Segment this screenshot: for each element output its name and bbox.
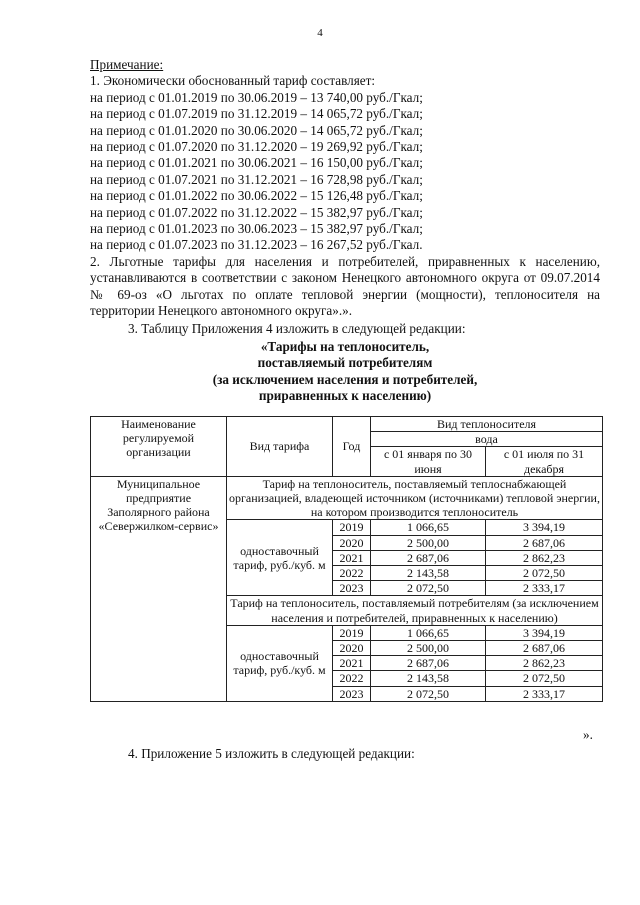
header-tariff-kind: Вид тарифа (227, 417, 333, 477)
year-cell: 2019 (333, 520, 371, 535)
header-org: Наименование регулируемой организации (91, 417, 227, 477)
tariff-period-line: на период с 01.07.2021 по 31.12.2021 – 16 728,98 руб./Гкал; (90, 171, 423, 187)
header-period-2: с 01 июля по 31 декабря (486, 447, 603, 476)
year-cell: 2023 (333, 581, 371, 596)
value-cell: 2 072,50 (371, 581, 486, 596)
tariff-period-line: на период с 01.07.2020 по 31.12.2020 – 19 269,92 руб./Гкал; (90, 139, 423, 155)
value-cell: 2 687,06 (486, 641, 603, 656)
note-item1-intro: 1. Экономически обоснованный тариф составляет: (90, 73, 376, 89)
tariff-period-line: на период с 01.01.2023 по 30.06.2023 – 15 382,97 руб./Гкал; (90, 221, 423, 237)
year-cell: 2019 (333, 625, 371, 640)
value-cell: 2 687,06 (486, 535, 603, 550)
value-cell: 3 394,19 (486, 625, 603, 640)
value-cell: 2 072,50 (486, 566, 603, 581)
year-cell: 2022 (333, 566, 371, 581)
value-cell: 2 687,06 (371, 550, 486, 565)
tariff-period-line: на период с 01.07.2022 по 31.12.2022 – 15 382,97 руб./Гкал; (90, 204, 423, 220)
section-caption: Тариф на теплоноситель, поставляемый теплоснабжающей организацией, владеющей источником (источниками) тепловой энергии, на котором производится теплоноситель (227, 476, 603, 520)
section-caption-row (91, 476, 603, 520)
note-item2: 2. Льготные тарифы для населения и потребителей, приравненных к населению, устанавливаются в соответствии с законом Ненецкого автономного округа от 09.07.2014 № 69-оз «О льготах по оплате тепловой энергии (мощности), теплоносителя на территории Ненецкого автономного округа».». (90, 253, 600, 319)
table-title-line: (за исключением населения и потребителей, (212, 371, 478, 387)
value-cell: 3 394,19 (486, 520, 603, 535)
item4-instruction: 4. Приложение 5 изложить в следующей редакции: (128, 746, 415, 761)
item3-instruction: 3. Таблицу Приложения 4 изложить в следующей редакции: (128, 320, 466, 336)
value-cell: 2 143,58 (371, 566, 486, 581)
header-carrier: вода (371, 432, 603, 447)
table-title-line: «Тарифы на теплоноситель, (260, 338, 430, 354)
value-cell: 2 333,17 (486, 686, 603, 701)
org-name-cell: Муниципальное предприятие Заполярного района «Севержилком-сервис» (91, 476, 227, 701)
year-cell: 2022 (333, 671, 371, 686)
table-title-line: поставляемый потребителям (257, 355, 433, 371)
note-block (90, 57, 600, 405)
year-cell: 2020 (333, 641, 371, 656)
tariff-period-line: на период с 01.01.2020 по 30.06.2020 – 14 065,72 руб./Гкал; (90, 122, 423, 138)
page-number: 4 (317, 27, 323, 39)
closing-quote-mark: ». (583, 727, 593, 742)
value-cell: 2 862,23 (486, 656, 603, 671)
header-period-1: с 01 января по 30 июня (371, 447, 486, 476)
value-cell: 2 687,06 (371, 656, 486, 671)
year-cell: 2021 (333, 656, 371, 671)
note-heading: Примечание: (90, 57, 164, 72)
tariff-period-line: на период с 01.01.2019 по 30.06.2019 – 13 740,00 руб./Гкал; (90, 89, 423, 105)
value-cell: 2 862,23 (486, 550, 603, 565)
value-cell: 2 333,17 (486, 581, 603, 596)
year-cell: 2023 (333, 686, 371, 701)
table-header-row (91, 417, 603, 432)
year-cell: 2020 (333, 535, 371, 550)
tariff-name-cell: одноставочный тариф, руб./куб. м (227, 625, 333, 701)
value-cell: 2 072,50 (371, 686, 486, 701)
tariff-name-cell: одноставочный тариф, руб./куб. м (227, 520, 333, 596)
value-cell: 1 066,65 (371, 625, 486, 640)
year-cell: 2021 (333, 550, 371, 565)
tariff-period-line: на период с 01.07.2019 по 31.12.2019 – 14 065,72 руб./Гкал; (90, 106, 423, 122)
tariff-period-line: на период с 01.07.2023 по 31.12.2023 – 16 267,52 руб./Гкал. (90, 237, 423, 253)
value-cell: 2 500,00 (371, 641, 486, 656)
value-cell: 2 143,58 (371, 671, 486, 686)
value-cell: 1 066,65 (371, 520, 486, 535)
tariff-period-line: на период с 01.01.2022 по 30.06.2022 – 15 126,48 руб./Гкал; (90, 188, 423, 204)
table-title (90, 339, 600, 405)
header-year: Год (333, 417, 371, 477)
value-cell: 2 072,50 (486, 671, 603, 686)
tariff-period-line: на период с 01.01.2021 по 30.06.2021 – 16 150,00 руб./Гкал; (90, 155, 423, 171)
value-cell: 2 500,00 (371, 535, 486, 550)
section-caption: Тариф на теплоноситель, поставляемый потребителям (за исключением населения и потребителей, приравненных к населению) (227, 596, 603, 625)
table-title-line: приравненных к населению) (258, 388, 432, 404)
tariff-table (90, 416, 603, 702)
header-carrier-kind: Вид теплоносителя (371, 417, 603, 432)
